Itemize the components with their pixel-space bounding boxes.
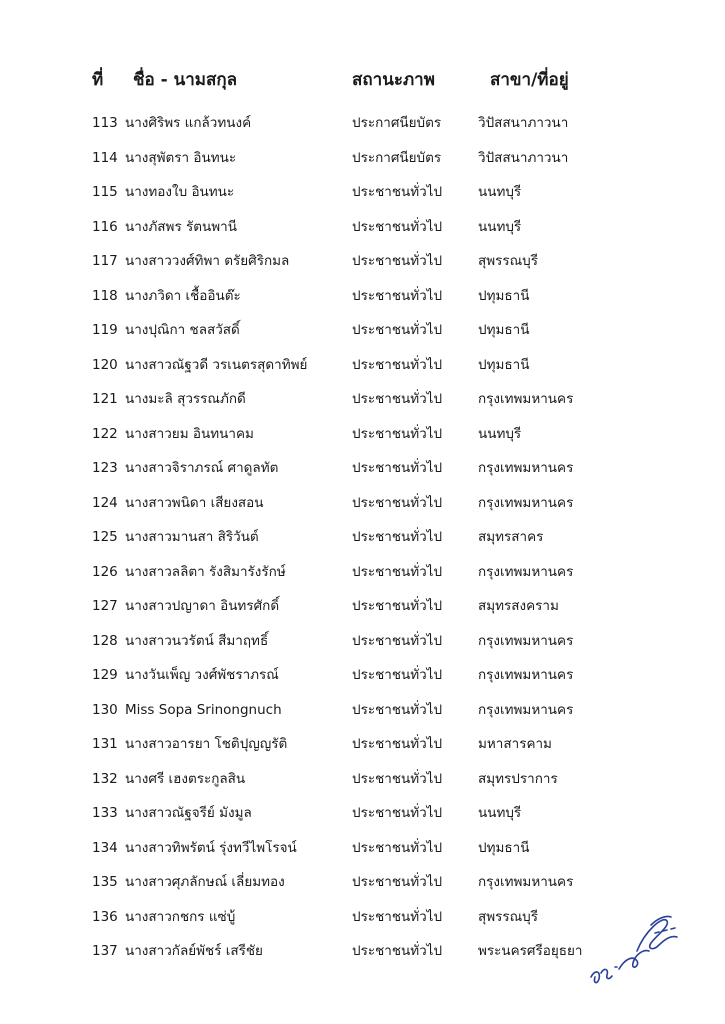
table-row xyxy=(0,557,725,592)
row-status: ประชาชนทั่วไป xyxy=(352,701,443,718)
row-status: ประชาชนทั่วไป xyxy=(352,805,443,821)
table-row xyxy=(0,591,725,626)
row-number: 135 xyxy=(92,874,118,890)
table-row xyxy=(0,453,725,488)
row-status: ประชาชนทั่วไป xyxy=(352,563,443,580)
row-status: ประชาชนทั่วไป xyxy=(352,667,443,683)
table-row xyxy=(0,729,725,764)
row-name: นางศิริพร แกล้วทนงค์ xyxy=(125,115,252,131)
row-number: 122 xyxy=(92,425,118,442)
row-branch: สุพรรณบุรี xyxy=(478,908,538,925)
row-branch: กรุงเทพมหานคร xyxy=(478,494,574,511)
row-branch: นนทบุรี xyxy=(478,184,522,200)
row-name: นางทองใบ อินทนะ xyxy=(125,184,235,200)
table-row xyxy=(0,695,725,730)
signature-mark xyxy=(585,895,695,990)
table-row xyxy=(0,419,725,454)
row-status: ประชาชนทั่วไป xyxy=(352,425,443,442)
row-name: นางภัสพร รัตนพานี xyxy=(125,218,237,235)
row-name: นางศรี เฮงตระกูลสิน xyxy=(125,770,246,787)
row-branch: นนทบุรี xyxy=(478,425,522,442)
row-name: นางสาวกชกร แซ่บู้ xyxy=(125,908,236,925)
row-status: ประชาชนทั่วไป xyxy=(352,632,443,649)
row-status: ประชาชนทั่วไป xyxy=(352,287,443,304)
row-number: 118 xyxy=(92,287,118,304)
row-branch: กรุงเทพมหานคร xyxy=(478,563,574,580)
row-number: 133 xyxy=(92,805,118,821)
header-name: ชื่อ - นามสกุล xyxy=(133,70,238,90)
row-branch: วิปัสสนาภาวนา xyxy=(478,115,569,131)
table-row xyxy=(0,315,725,350)
row-branch: นนทบุรี xyxy=(478,805,522,821)
row-number: 130 xyxy=(92,701,118,718)
row-status: ประชาชนทั่วไป xyxy=(352,736,443,752)
row-status: ประชาชนทั่วไป xyxy=(352,908,443,925)
row-branch: กรุงเทพมหานคร xyxy=(478,667,574,683)
row-status: ประชาชนทั่วไป xyxy=(352,943,443,959)
row-number: 128 xyxy=(92,632,118,649)
row-name: นางสาวณัฐวดี วรเนตรสุดาทิพย์ xyxy=(125,356,308,373)
row-name: นางสาววงศ์ทิพา ตรัยศิริกมล xyxy=(125,253,290,269)
row-status: ประชาชนทั่วไป xyxy=(352,460,443,476)
row-branch: ปทุมธานี xyxy=(478,839,530,856)
row-branch: ปทุมธานี xyxy=(478,322,530,338)
row-number: 119 xyxy=(92,322,118,338)
row-number: 125 xyxy=(92,529,118,545)
table-row xyxy=(0,488,725,523)
row-branch: ปทุมธานี xyxy=(478,356,530,373)
row-branch: มหาสารคาม xyxy=(478,736,552,752)
header-status: สถานะภาพ xyxy=(352,70,435,90)
row-number: 117 xyxy=(92,253,118,269)
table-row xyxy=(0,108,725,143)
row-status: ประชาชนทั่วไป xyxy=(352,874,443,890)
row-status: ประกาศนียบัตร xyxy=(352,115,442,131)
row-name: Miss Sopa Srinongnuch xyxy=(125,701,282,718)
row-status: ประชาชนทั่วไป xyxy=(352,253,443,269)
table-body xyxy=(0,108,725,971)
row-name: นางสาวศุภลักษณ์ เลี่ยมทอง xyxy=(125,874,285,890)
table-header xyxy=(0,66,725,98)
table-row xyxy=(0,177,725,212)
row-name: นางสาวมานสา สิริวันต์ xyxy=(125,529,259,545)
row-name: นางสาวทิพรัตน์ รุ่งทวีไพโรจน์ xyxy=(125,839,297,856)
row-name: นางสาวกัลย์พัชร์ เสรีชัย xyxy=(125,943,263,959)
table-row xyxy=(0,143,725,178)
row-branch: กรุงเทพมหานคร xyxy=(478,391,574,407)
table-row xyxy=(0,764,725,799)
row-branch: วิปัสสนาภาวนา xyxy=(478,149,569,166)
table-row xyxy=(0,660,725,695)
row-number: 129 xyxy=(92,667,118,683)
table-row xyxy=(0,281,725,316)
row-status: ประชาชนทั่วไป xyxy=(352,356,443,373)
row-number: 127 xyxy=(92,598,118,614)
row-number: 126 xyxy=(92,563,118,580)
row-number: 116 xyxy=(92,218,118,235)
row-branch: กรุงเทพมหานคร xyxy=(478,701,574,718)
table-row xyxy=(0,384,725,419)
row-name: นางวันเพ็ญ วงศ์พัชราภรณ์ xyxy=(125,667,279,683)
row-status: ประกาศนียบัตร xyxy=(352,149,442,166)
row-name: นางสาวปญาดา อินทรศักดิ์ xyxy=(125,598,280,614)
row-status: ประชาชนทั่วไป xyxy=(352,598,443,614)
row-number: 131 xyxy=(92,736,118,752)
row-number: 136 xyxy=(92,908,118,925)
header-no: ที่ xyxy=(92,70,104,90)
row-number: 132 xyxy=(92,770,118,787)
row-branch: สุพรรณบุรี xyxy=(478,253,538,269)
table-row xyxy=(0,798,725,833)
row-branch: พระนครศรีอยุธยา xyxy=(478,943,583,959)
row-name: นางภวิดา เชื้ออินต๊ะ xyxy=(125,287,241,304)
row-name: นางสาวพนิดา เสียงสอน xyxy=(125,494,264,511)
table-row xyxy=(0,626,725,661)
row-name: นางมะลิ สุวรรณภักดี xyxy=(125,391,246,407)
row-name: นางปุณิกา ชลสวัสดิ์ xyxy=(125,322,240,338)
row-number: 115 xyxy=(92,184,118,200)
table-row xyxy=(0,833,725,868)
row-name: นางสาวณัฐจรีย์ มังมูล xyxy=(125,805,252,821)
row-name: นางสาวลลิตา รังสิมารังรักษ์ xyxy=(125,563,286,580)
row-branch: สมุทรสาคร xyxy=(478,529,544,545)
row-number: 124 xyxy=(92,494,118,511)
row-number: 113 xyxy=(92,115,118,131)
row-number: 134 xyxy=(92,839,118,856)
row-branch: กรุงเทพมหานคร xyxy=(478,874,574,890)
row-status: ประชาชนทั่วไป xyxy=(352,529,443,545)
row-number: 120 xyxy=(92,356,118,373)
row-number: 123 xyxy=(92,460,118,476)
row-name: นางสาวอารยา โชติปุญญรัติ xyxy=(125,736,288,752)
row-branch: กรุงเทพมหานคร xyxy=(478,460,574,476)
row-status: ประชาชนทั่วไป xyxy=(352,184,443,200)
row-number: 114 xyxy=(92,149,118,166)
row-name: นางสาวนวรัตน์ สีมาฤทธิ์ xyxy=(125,632,269,649)
table-row xyxy=(0,350,725,385)
row-branch: กรุงเทพมหานคร xyxy=(478,632,574,649)
row-branch: ปทุมธานี xyxy=(478,287,530,304)
header-branch: สาขา/ที่อยู่ xyxy=(490,70,569,90)
row-branch: สมุทรสงคราม xyxy=(478,598,559,614)
row-name: นางสุพัตรา อินทนะ xyxy=(125,149,237,166)
row-status: ประชาชนทั่วไป xyxy=(352,494,443,511)
row-status: ประชาชนทั่วไป xyxy=(352,770,443,787)
row-name: นางสาวยม อินทนาคม xyxy=(125,425,254,442)
row-status: ประชาชนทั่วไป xyxy=(352,322,443,338)
row-status: ประชาชนทั่วไป xyxy=(352,839,443,856)
row-number: 121 xyxy=(92,391,118,407)
table-row xyxy=(0,522,725,557)
row-number: 137 xyxy=(92,943,118,959)
row-branch: สมุทรปราการ xyxy=(478,770,558,787)
row-status: ประชาชนทั่วไป xyxy=(352,391,443,407)
table-row xyxy=(0,246,725,281)
row-branch: นนทบุรี xyxy=(478,218,522,235)
table-row xyxy=(0,212,725,247)
row-name: นางสาวจิราภรณ์ ศาดูลทัต xyxy=(125,460,279,476)
row-status: ประชาชนทั่วไป xyxy=(352,218,443,235)
